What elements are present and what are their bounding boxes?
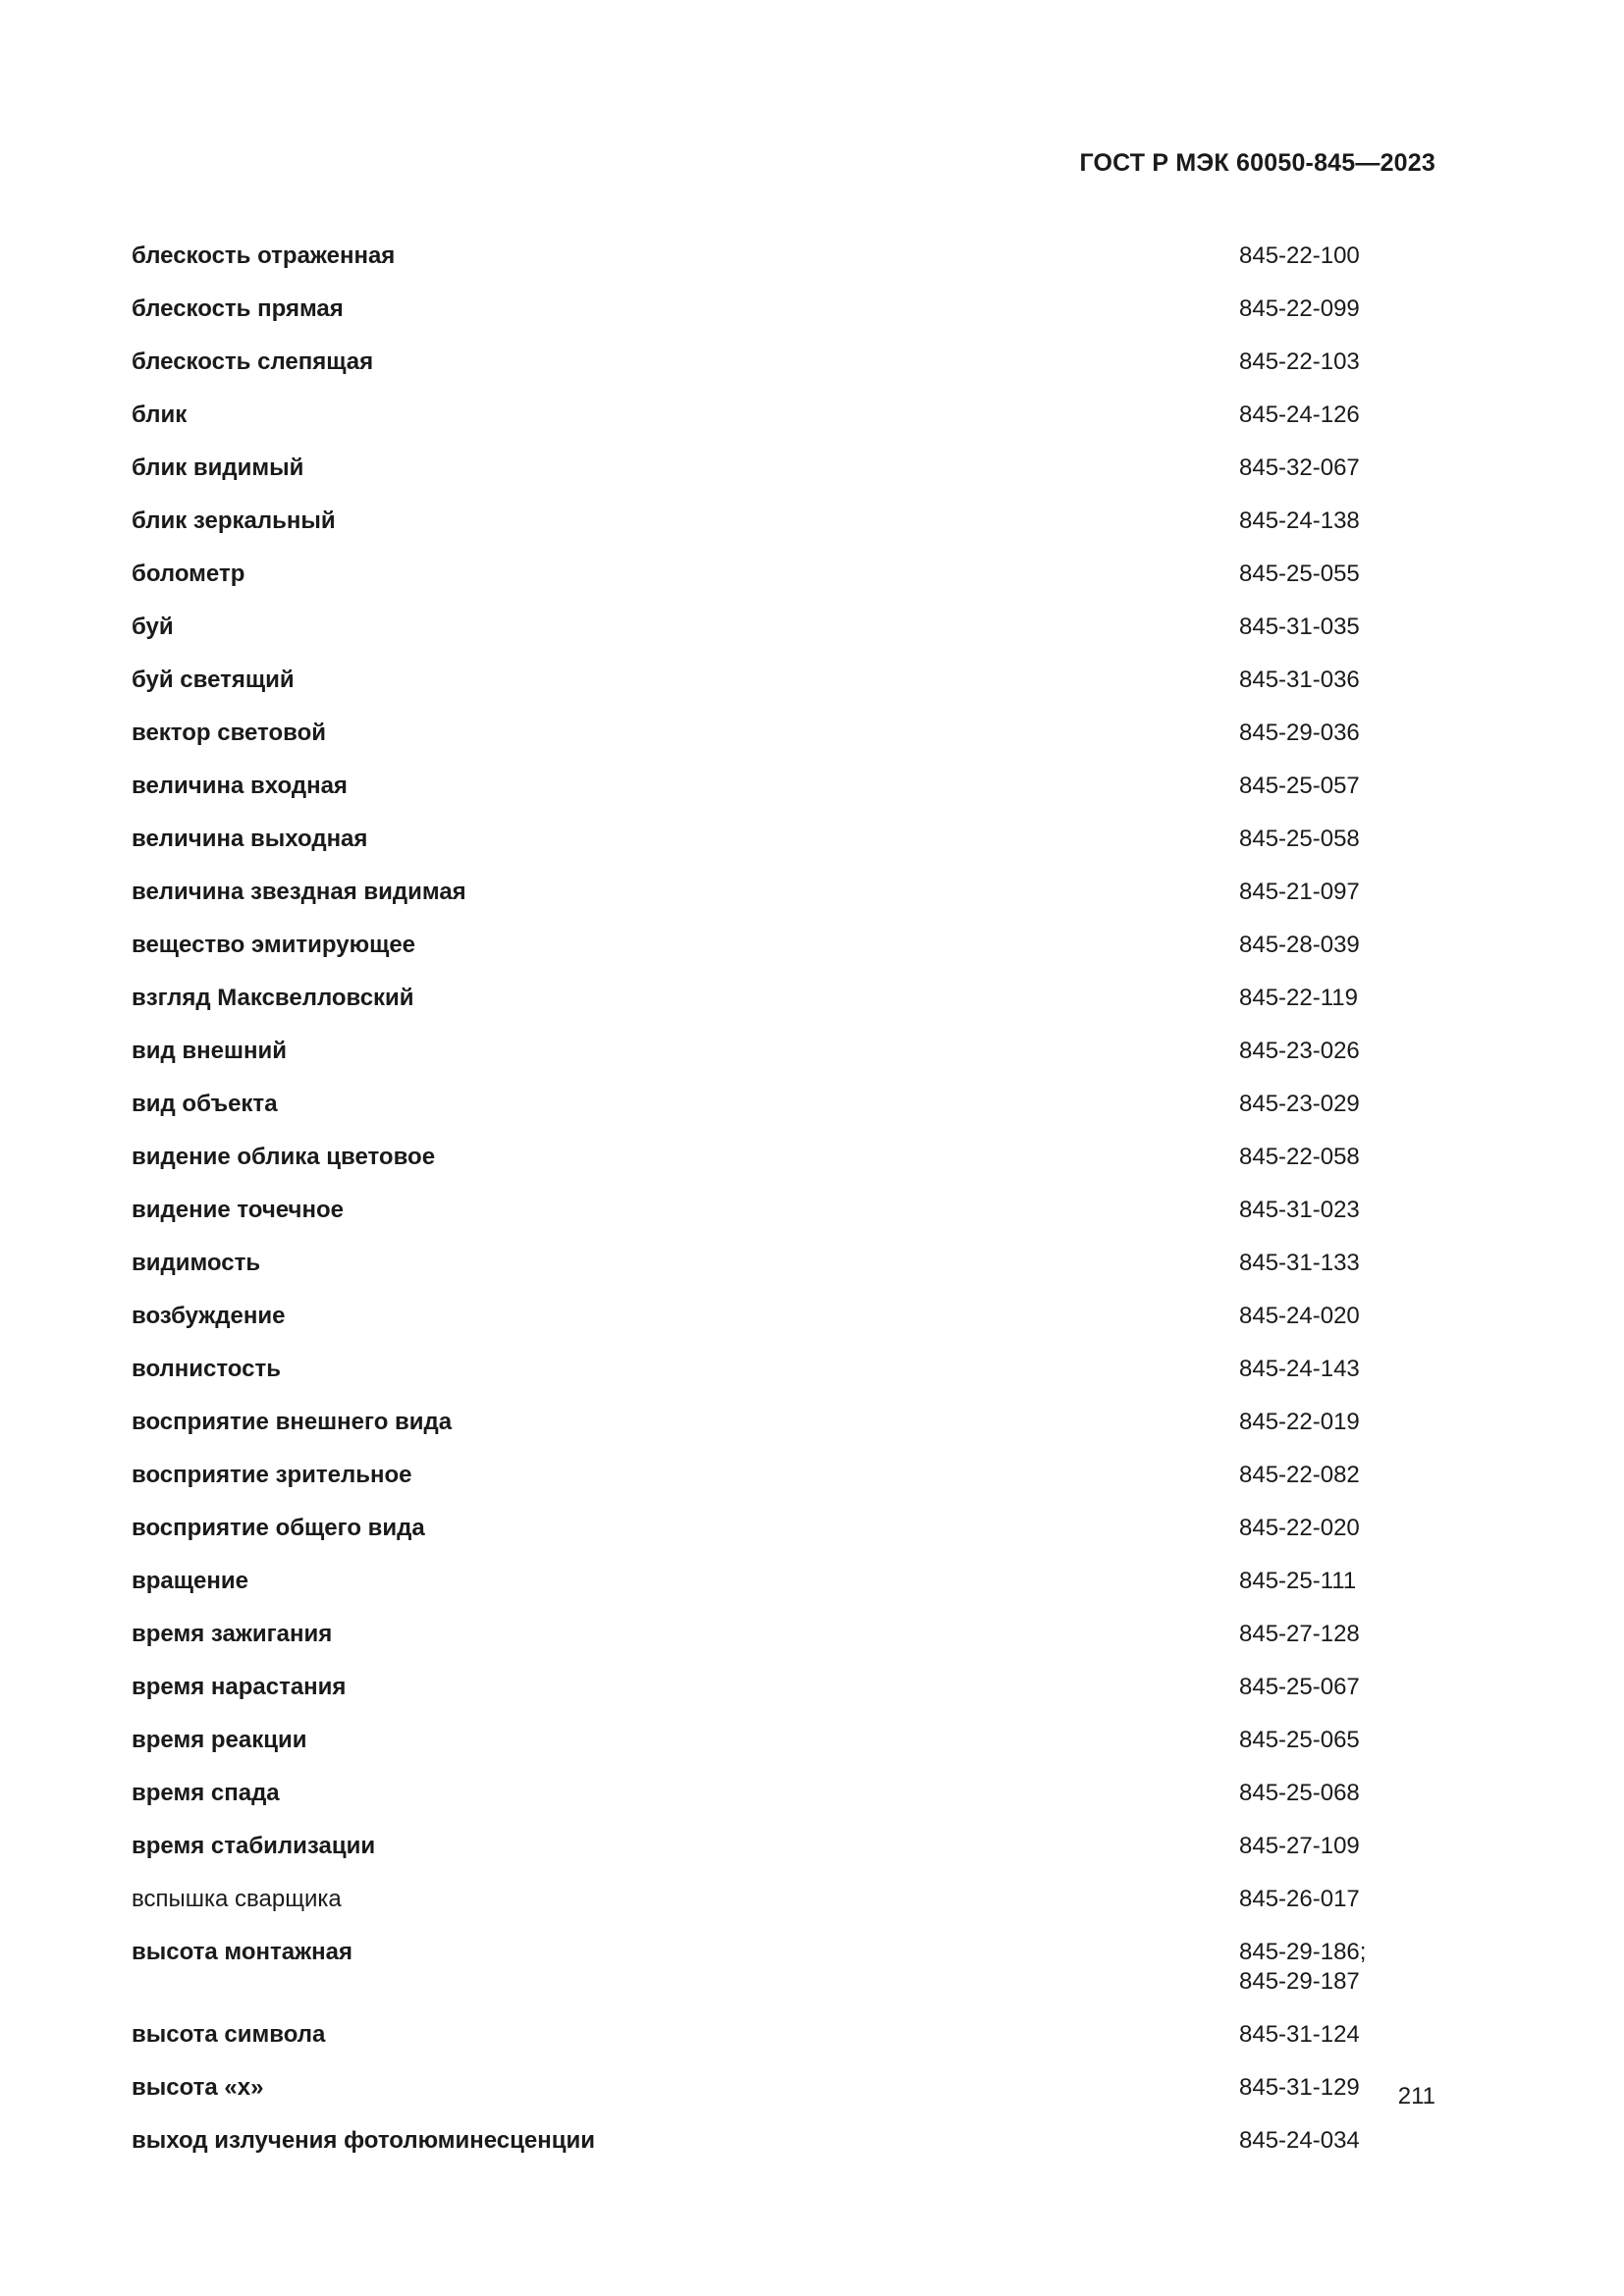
index-reference: 845-22-058	[1239, 1144, 1360, 1170]
index-term: вид объекта	[132, 1091, 278, 1117]
index-entry	[132, 450, 1408, 503]
index-reference: 845-22-119	[1239, 985, 1358, 1011]
index-term: волнистость	[132, 1356, 281, 1382]
index-reference: 845-31-036	[1239, 667, 1360, 693]
index-reference: 845-23-026	[1239, 1038, 1360, 1064]
index-reference: 845-27-128	[1239, 1621, 1360, 1647]
index-term: высота символа	[132, 2021, 326, 2048]
index-entry	[132, 1828, 1408, 1881]
index-reference: 845-31-124	[1239, 2021, 1360, 2048]
index-entry	[132, 1563, 1408, 1616]
index-reference: 845-22-082	[1239, 1462, 1360, 1488]
index-term: болометр	[132, 561, 245, 587]
index-term: время реакции	[132, 1727, 307, 1753]
index-term: величина звездная видимая	[132, 879, 466, 905]
index-term: буй светящий	[132, 667, 295, 693]
index-entry	[132, 1139, 1408, 1192]
index-entry	[132, 1192, 1408, 1245]
index-entry	[132, 1086, 1408, 1139]
index-term: высота «х»	[132, 2074, 264, 2101]
index-entry	[132, 2069, 1408, 2122]
index-entry	[132, 662, 1408, 715]
index-reference: 845-22-019	[1239, 1409, 1360, 1435]
index-reference: 845-31-035	[1239, 614, 1360, 640]
index-reference: 845-21-097	[1239, 879, 1360, 905]
index-entry	[132, 344, 1408, 397]
index-entry	[132, 1298, 1408, 1351]
index-term: блик	[132, 401, 188, 428]
index-term: время стабилизации	[132, 1833, 376, 1859]
index-reference: 845-22-099	[1239, 295, 1360, 322]
index-term: восприятие внешнего вида	[132, 1409, 453, 1435]
index-reference: 845-31-129	[1239, 2074, 1360, 2101]
index-reference: 845-24-143	[1239, 1356, 1360, 1382]
index-reference: 845-29-036	[1239, 720, 1360, 746]
index-entry	[132, 768, 1408, 821]
standard-code-header: ГОСТ Р МЭК 60050-845—2023	[1079, 149, 1435, 177]
index-reference: 845-24-126	[1239, 401, 1360, 428]
index-term: выход излучения фотолюминесценции	[132, 2127, 596, 2154]
index-entry	[132, 980, 1408, 1033]
index-term: блик видимый	[132, 454, 304, 481]
index-entry	[132, 1510, 1408, 1563]
index-term: блескость слепящая	[132, 348, 374, 375]
index-reference: 845-24-034	[1239, 2127, 1360, 2154]
index-entry	[132, 291, 1408, 344]
index-term: величина выходная	[132, 826, 368, 852]
index-term: возбуждение	[132, 1303, 286, 1329]
index-term: блик зеркальный	[132, 507, 336, 534]
index-entry	[132, 927, 1408, 980]
index-entry	[132, 2122, 1408, 2175]
index-reference: 845-31-023	[1239, 1197, 1360, 1223]
index-entry	[132, 1245, 1408, 1298]
index-reference: 845-22-103	[1239, 348, 1360, 375]
index-term: буй	[132, 614, 174, 640]
index-reference: 845-24-138	[1239, 507, 1360, 534]
index-term: вещество эмитирующее	[132, 932, 416, 958]
index-reference: 845-25-057	[1239, 773, 1360, 799]
index-term: взгляд Максвелловский	[132, 985, 414, 1011]
index-entry	[132, 1881, 1408, 1934]
index-entry	[132, 1457, 1408, 1510]
index-reference: 845-25-111	[1239, 1568, 1357, 1594]
index-term: вектор световой	[132, 720, 326, 746]
index-reference: 845-22-020	[1239, 1515, 1360, 1541]
index-term: видение облика цветовое	[132, 1144, 436, 1170]
index-reference: 845-25-058	[1239, 826, 1360, 852]
index-entry	[132, 1669, 1408, 1722]
index-term: блескость прямая	[132, 295, 344, 322]
index-entry	[132, 1351, 1408, 1404]
index-entry	[132, 503, 1408, 556]
index-entry	[132, 2016, 1408, 2069]
index-reference: 845-22-100	[1239, 242, 1360, 269]
index-term: вид внешний	[132, 1038, 288, 1064]
index-entry	[132, 238, 1408, 291]
index-reference: 845-29-186; 845-29-187	[1239, 1939, 1367, 1995]
index-entry	[132, 715, 1408, 768]
index-entry	[132, 1775, 1408, 1828]
index-reference: 845-24-020	[1239, 1303, 1360, 1329]
index-term: восприятие общего вида	[132, 1515, 425, 1541]
index-reference: 845-31-133	[1239, 1250, 1360, 1276]
index-entry	[132, 556, 1408, 609]
index-term: время зажигания	[132, 1621, 333, 1647]
index-entry	[132, 1722, 1408, 1775]
index-entry	[132, 609, 1408, 662]
index-term: видимость	[132, 1250, 261, 1276]
index-entry	[132, 1616, 1408, 1669]
index-entry	[132, 1033, 1408, 1086]
index-term: вращение	[132, 1568, 248, 1594]
index-term: вспышка сварщика	[132, 1886, 342, 1912]
index-term: время спада	[132, 1780, 280, 1806]
index-term: высота монтажная	[132, 1939, 352, 1965]
page-number: 211	[1397, 2083, 1435, 2109]
index-entry	[132, 874, 1408, 927]
index-term: величина входная	[132, 773, 348, 799]
index-reference: 845-27-109	[1239, 1833, 1360, 1859]
index-reference: 845-25-055	[1239, 561, 1360, 587]
index-reference: 845-28-039	[1239, 932, 1360, 958]
index-entry	[132, 821, 1408, 874]
index-reference: 845-32-067	[1239, 454, 1360, 481]
index-reference: 845-25-068	[1239, 1780, 1360, 1806]
index-entry	[132, 1404, 1408, 1457]
index-entry	[132, 397, 1408, 450]
index-term: время нарастания	[132, 1674, 347, 1700]
index-term: блескость отраженная	[132, 242, 396, 269]
index-term: восприятие зрительное	[132, 1462, 412, 1488]
index-term: видение точечное	[132, 1197, 344, 1223]
index-reference: 845-23-029	[1239, 1091, 1360, 1117]
alphabetical-index	[132, 238, 1408, 2175]
index-entry	[132, 1934, 1408, 2016]
index-reference: 845-25-065	[1239, 1727, 1360, 1753]
index-reference: 845-25-067	[1239, 1674, 1360, 1700]
index-reference: 845-26-017	[1239, 1886, 1360, 1912]
